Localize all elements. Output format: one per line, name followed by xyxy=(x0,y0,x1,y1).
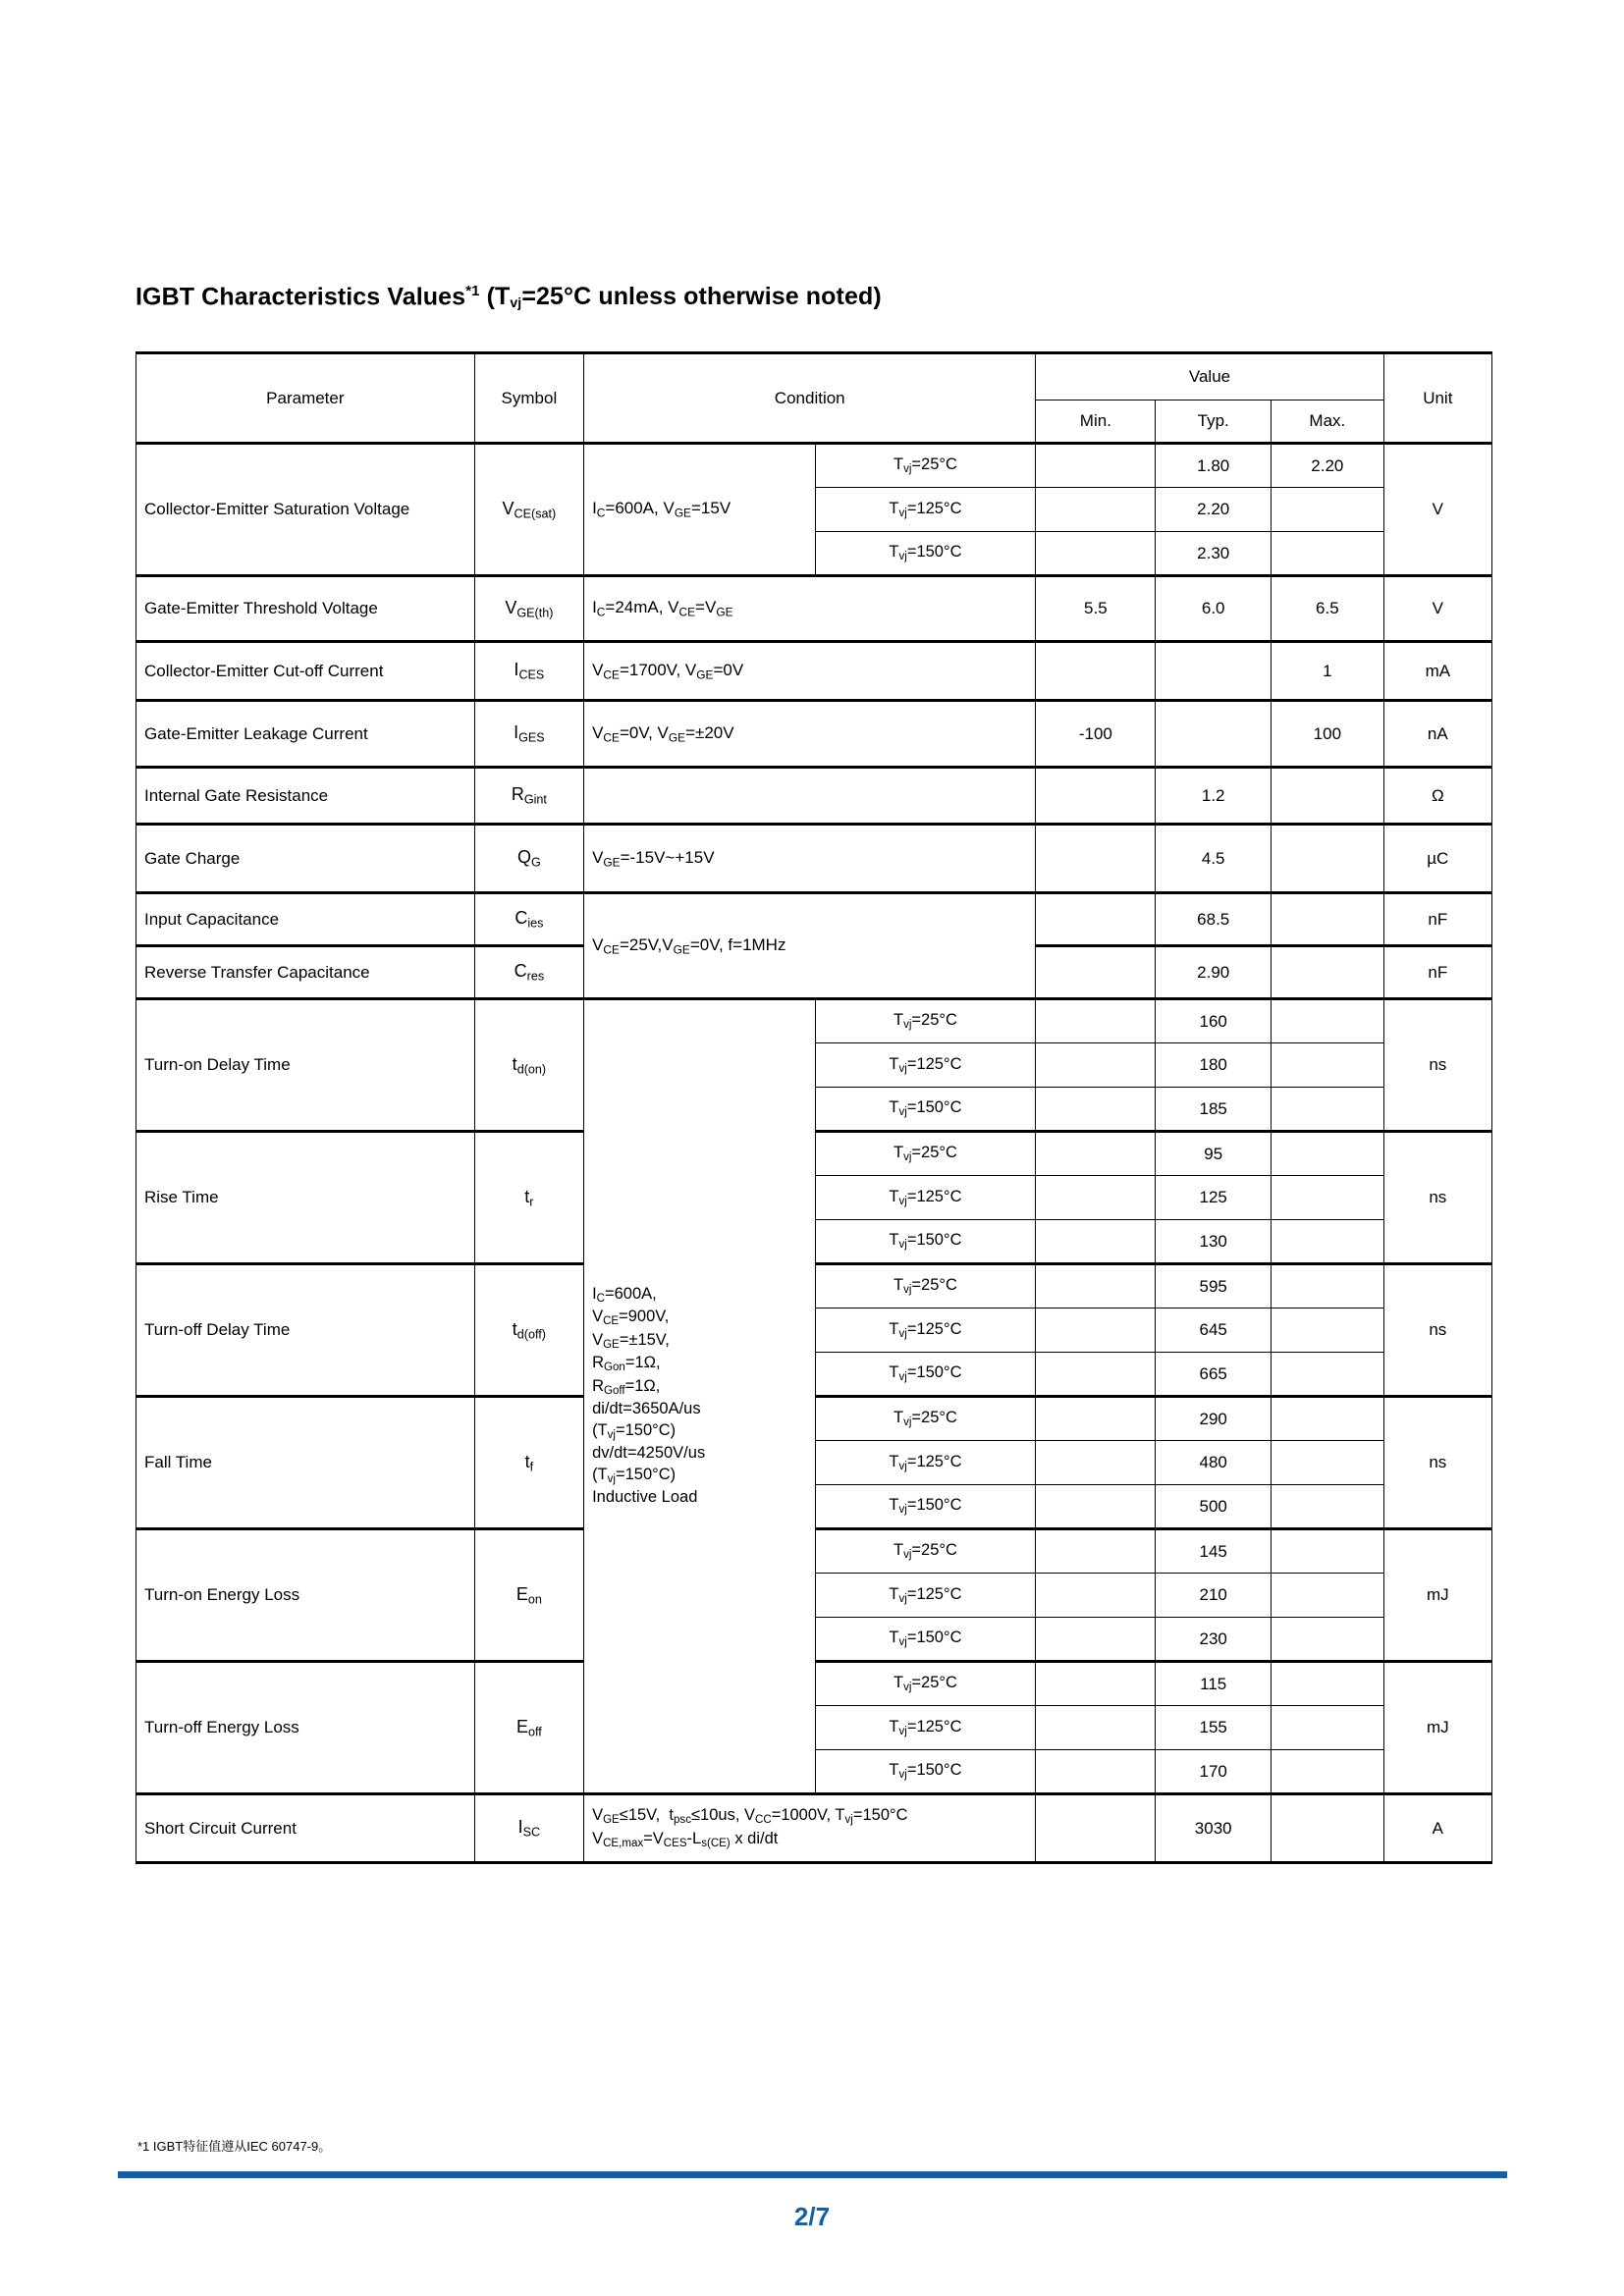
temp-condition: $T_{vj}=125^\circ C$ xyxy=(815,1574,1036,1618)
temp-condition: $T_{vj}=150^\circ C$ xyxy=(815,1220,1036,1264)
value-unit: ns xyxy=(1383,1397,1491,1529)
value-max xyxy=(1272,1618,1384,1662)
value-max xyxy=(1272,1088,1384,1132)
param-symbol: $t_r$ xyxy=(474,1132,583,1264)
param-label: Rise Time xyxy=(136,1132,475,1264)
param-label: Turn-off Energy Loss xyxy=(136,1662,475,1794)
param-label: Internal Gate Resistance xyxy=(136,768,475,825)
value-min xyxy=(1036,999,1156,1043)
value-typ: 2.90 xyxy=(1156,946,1272,999)
value-typ: 160 xyxy=(1156,999,1272,1043)
value-unit: mA xyxy=(1383,642,1491,701)
value-typ: 2.20 xyxy=(1156,488,1272,532)
param-symbol: $I_{GES}$ xyxy=(474,701,583,768)
header-value-group: Value xyxy=(1036,353,1383,400)
value-typ xyxy=(1156,642,1272,701)
table-row xyxy=(136,893,1492,946)
param-condition: $V_{CE}=1700V$, $V_{GE}=0V$ xyxy=(584,642,1036,701)
value-typ: 95 xyxy=(1156,1132,1272,1176)
value-max: 2.20 xyxy=(1272,444,1384,488)
table-row xyxy=(136,999,1492,1043)
value-min xyxy=(1036,1264,1156,1308)
param-symbol: $V_{CE(sat)}$ xyxy=(474,444,583,576)
param-label: Collector-Emitter Saturation Voltage xyxy=(136,444,475,576)
value-max xyxy=(1272,1662,1384,1706)
value-max xyxy=(1272,1264,1384,1308)
value-max xyxy=(1272,1353,1384,1397)
value-max xyxy=(1272,1574,1384,1618)
value-unit: mJ xyxy=(1383,1662,1491,1794)
page-title xyxy=(135,283,882,311)
title-footnote-marker: *1 xyxy=(465,283,480,299)
value-max xyxy=(1272,488,1384,532)
param-symbol: $C_{ies}$ xyxy=(474,893,583,946)
header-symbol: Symbol xyxy=(474,353,583,444)
value-max xyxy=(1272,893,1384,946)
igbt-characteristics-table xyxy=(135,351,1492,1864)
value-unit: V xyxy=(1383,444,1491,576)
value-unit: nA xyxy=(1383,701,1491,768)
value-typ: 130 xyxy=(1156,1220,1272,1264)
value-min xyxy=(1036,1441,1156,1485)
value-unit: nF xyxy=(1383,946,1491,999)
value-typ: 480 xyxy=(1156,1441,1272,1485)
value-min: 5.5 xyxy=(1036,576,1156,642)
table-row xyxy=(136,576,1492,642)
value-typ: 145 xyxy=(1156,1529,1272,1574)
value-min xyxy=(1036,1485,1156,1529)
header-max: Max. xyxy=(1272,400,1384,444)
value-unit: ns xyxy=(1383,1132,1491,1264)
value-min xyxy=(1036,1353,1156,1397)
value-min xyxy=(1036,1397,1156,1441)
table-body xyxy=(136,353,1492,1863)
temp-condition: $T_{vj}=25^\circ C$ xyxy=(815,1264,1036,1308)
value-min xyxy=(1036,1132,1156,1176)
value-typ: 500 xyxy=(1156,1485,1272,1529)
value-typ: 1.2 xyxy=(1156,768,1272,825)
value-max xyxy=(1272,1132,1384,1176)
temp-condition: $T_{vj}=125^\circ C$ xyxy=(815,1441,1036,1485)
value-min xyxy=(1036,825,1156,893)
table-row xyxy=(136,642,1492,701)
param-label: Turn-on Delay Time xyxy=(136,999,475,1132)
value-unit: V xyxy=(1383,576,1491,642)
value-typ: 185 xyxy=(1156,1088,1272,1132)
value-typ: 665 xyxy=(1156,1353,1272,1397)
footnote: *1 IGBT特征值遵从IEC 60747-9。 xyxy=(137,2139,332,2154)
value-unit: nF xyxy=(1383,893,1491,946)
header-unit: Unit xyxy=(1383,353,1491,444)
param-label: Reverse Transfer Capacitance xyxy=(136,946,475,999)
value-unit: µC xyxy=(1383,825,1491,893)
value-unit: mJ xyxy=(1383,1529,1491,1662)
value-max xyxy=(1272,1794,1384,1863)
value-min xyxy=(1036,1574,1156,1618)
value-max: 1 xyxy=(1272,642,1384,701)
table-row xyxy=(136,1794,1492,1863)
value-typ: 155 xyxy=(1156,1706,1272,1750)
header-min: Min. xyxy=(1036,400,1156,444)
header-condition: Condition xyxy=(584,353,1036,444)
param-label: Turn-on Energy Loss xyxy=(136,1529,475,1662)
value-min xyxy=(1036,893,1156,946)
shared-condition-switching: $I_C=600A$, $V_{CE}=900V$, $V_{GE}=\pm 15V$, $R_{Gon}=1\Omega$, $R_{Goff}=1\Omega$, di/dt=3650A/us $(T_{vj}=150^\circ C)$ dv/dt=4250V/us $(T_{vj}=150^\circ C)$ Inductive Load xyxy=(584,999,815,1794)
param-condition: $I_C=24mA$, $V_{CE}=V_{GE}$ xyxy=(584,576,1036,642)
temp-condition: $T_{vj}=150^\circ C$ xyxy=(815,1088,1036,1132)
temp-condition: $T_{vj}=25^\circ C$ xyxy=(815,1397,1036,1441)
value-typ: 4.5 xyxy=(1156,825,1272,893)
value-typ: 210 xyxy=(1156,1574,1272,1618)
value-unit: ns xyxy=(1383,999,1491,1132)
temp-condition: $T_{vj}=125^\circ C$ xyxy=(815,488,1036,532)
value-typ xyxy=(1156,701,1272,768)
value-max xyxy=(1272,1176,1384,1220)
temp-condition: $T_{vj}=25^\circ C$ xyxy=(815,444,1036,488)
value-max xyxy=(1272,999,1384,1043)
param-label: Input Capacitance xyxy=(136,893,475,946)
param-condition: $V_{GE}=-15V\sim+15V$ xyxy=(584,825,1036,893)
param-symbol: $t_{d(on)}$ xyxy=(474,999,583,1132)
param-label: Gate-Emitter Leakage Current xyxy=(136,701,475,768)
table-header-row xyxy=(136,353,1492,400)
param-symbol: $E_{on}$ xyxy=(474,1529,583,1662)
temp-condition: $T_{vj}=125^\circ C$ xyxy=(815,1308,1036,1353)
temp-condition: $T_{vj}=25^\circ C$ xyxy=(815,1662,1036,1706)
value-max xyxy=(1272,1441,1384,1485)
param-symbol: $t_{d(off)}$ xyxy=(474,1264,583,1397)
value-max: 100 xyxy=(1272,701,1384,768)
param-label: Collector-Emitter Cut-off Current xyxy=(136,642,475,701)
param-condition: $V_{CE}=0V$, $V_{GE}=\pm 20V$ xyxy=(584,701,1036,768)
value-min xyxy=(1036,1043,1156,1088)
value-typ: 170 xyxy=(1156,1750,1272,1794)
param-condition: $V_{GE}\le 15V$, $t_{psc}\le 10us$, $V_{CC}=1000V$, $T_{vj}=150^\circ C$ $V_{CE,max}=V_{CES}-L_{s(CE)}$ x di/dt xyxy=(584,1794,1036,1863)
value-typ: 2.30 xyxy=(1156,532,1272,576)
param-symbol: $E_{off}$ xyxy=(474,1662,583,1794)
value-max xyxy=(1272,1308,1384,1353)
param-label: Gate Charge xyxy=(136,825,475,893)
value-max xyxy=(1272,1397,1384,1441)
value-max xyxy=(1272,1220,1384,1264)
temp-condition: $T_{vj}=150^\circ C$ xyxy=(815,1750,1036,1794)
param-symbol: $t_f$ xyxy=(474,1397,583,1529)
title-condition: ($T_{vj}=25^\circ C$ unless otherwise noted) xyxy=(486,283,882,311)
value-max xyxy=(1272,1706,1384,1750)
param-symbol: $V_{GE(th)}$ xyxy=(474,576,583,642)
param-symbol: $R_{Gint}$ xyxy=(474,768,583,825)
value-typ: 6.0 xyxy=(1156,576,1272,642)
value-max: 6.5 xyxy=(1272,576,1384,642)
value-max xyxy=(1272,1529,1384,1574)
value-min xyxy=(1036,488,1156,532)
value-min xyxy=(1036,1088,1156,1132)
page-number: 2/7 xyxy=(793,2202,831,2231)
param-symbol: $I_{CES}$ xyxy=(474,642,583,701)
value-min xyxy=(1036,1176,1156,1220)
param-condition xyxy=(584,768,1036,825)
value-max xyxy=(1272,1043,1384,1088)
param-label: Gate-Emitter Threshold Voltage xyxy=(136,576,475,642)
value-typ: 115 xyxy=(1156,1662,1272,1706)
value-typ: 595 xyxy=(1156,1264,1272,1308)
value-typ: 125 xyxy=(1156,1176,1272,1220)
value-max xyxy=(1272,532,1384,576)
value-min xyxy=(1036,946,1156,999)
value-max xyxy=(1272,768,1384,825)
value-min xyxy=(1036,1706,1156,1750)
title-prefix: IGBT Characteristics Values xyxy=(135,283,466,311)
temp-condition: $T_{vj}=150^\circ C$ xyxy=(815,1618,1036,1662)
temp-condition: $T_{vj}=125^\circ C$ xyxy=(815,1043,1036,1088)
value-typ: 1.80 xyxy=(1156,444,1272,488)
value-min xyxy=(1036,444,1156,488)
value-unit: ns xyxy=(1383,1264,1491,1397)
value-min xyxy=(1036,1618,1156,1662)
value-max xyxy=(1272,946,1384,999)
value-min xyxy=(1036,1308,1156,1353)
temp-condition: $T_{vj}=125^\circ C$ xyxy=(815,1706,1036,1750)
table-row xyxy=(136,444,1492,488)
table-row xyxy=(136,768,1492,825)
param-label: Turn-off Delay Time xyxy=(136,1264,475,1397)
value-typ: 68.5 xyxy=(1156,893,1272,946)
value-min xyxy=(1036,1794,1156,1863)
value-min xyxy=(1036,642,1156,701)
value-min xyxy=(1036,532,1156,576)
param-label: Fall Time xyxy=(136,1397,475,1529)
footer-rule xyxy=(118,2171,1507,2178)
table-row xyxy=(136,701,1492,768)
value-typ: 180 xyxy=(1156,1043,1272,1088)
table-row xyxy=(136,825,1492,893)
param-label: Short Circuit Current xyxy=(136,1794,475,1863)
value-min xyxy=(1036,768,1156,825)
param-symbol: $C_{res}$ xyxy=(474,946,583,999)
value-typ: 230 xyxy=(1156,1618,1272,1662)
value-min xyxy=(1036,1750,1156,1794)
value-min: -100 xyxy=(1036,701,1156,768)
value-max xyxy=(1272,1485,1384,1529)
value-typ: 3030 xyxy=(1156,1794,1272,1863)
temp-condition: $T_{vj}=150^\circ C$ xyxy=(815,1485,1036,1529)
value-typ: 290 xyxy=(1156,1397,1272,1441)
value-max xyxy=(1272,1750,1384,1794)
temp-condition: $T_{vj}=150^\circ C$ xyxy=(815,532,1036,576)
header-typ: Typ. xyxy=(1156,400,1272,444)
temp-condition: $T_{vj}=25^\circ C$ xyxy=(815,1529,1036,1574)
value-min xyxy=(1036,1220,1156,1264)
value-unit: Ω xyxy=(1383,768,1491,825)
param-condition: $I_C=600A$, $V_{GE}=15V$ xyxy=(584,444,815,576)
shared-condition-capacitance: $V_{CE}=25V,V_{GE}=0V$, f=1MHz xyxy=(584,893,1036,999)
temp-condition: $T_{vj}=125^\circ C$ xyxy=(815,1176,1036,1220)
temp-condition: $T_{vj}=150^\circ C$ xyxy=(815,1353,1036,1397)
temp-condition: $T_{vj}=25^\circ C$ xyxy=(815,1132,1036,1176)
value-typ: 645 xyxy=(1156,1308,1272,1353)
temp-condition: $T_{vj}=25^\circ C$ xyxy=(815,999,1036,1043)
param-symbol: $Q_G$ xyxy=(474,825,583,893)
value-max xyxy=(1272,825,1384,893)
value-min xyxy=(1036,1662,1156,1706)
value-min xyxy=(1036,1529,1156,1574)
value-unit: A xyxy=(1383,1794,1491,1863)
param-symbol: $I_{SC}$ xyxy=(474,1794,583,1863)
header-parameter: Parameter xyxy=(136,353,475,444)
